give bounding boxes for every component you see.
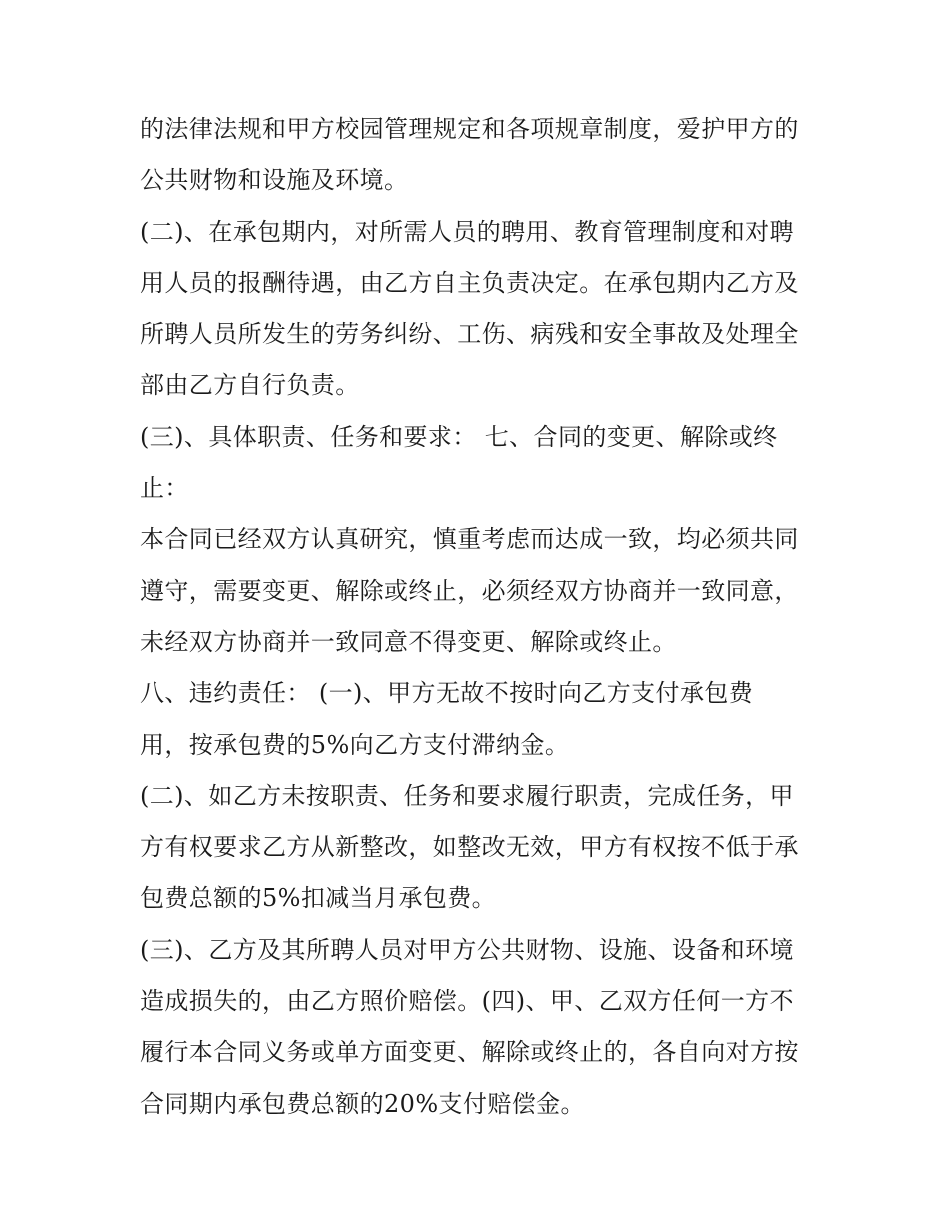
text-line: 止： bbox=[140, 474, 189, 503]
text-line: 遵守，需要变更、解除或终止，必须经双方协商并一致同意， bbox=[140, 576, 799, 605]
text-line: 公共财物和设施及环境。 bbox=[140, 166, 409, 195]
text-line: 本合同已经双方认真研究，慎重考虑而达成一致，均必须共同 bbox=[140, 525, 799, 554]
text-line: (二)、如乙方未按职责、任务和要求履行职责，完成任务，甲 bbox=[140, 781, 794, 810]
text-line: 用人员的报酬待遇，由乙方自主负责决定。在承包期内乙方及 bbox=[140, 268, 799, 297]
text-line: (三)、具体职责、任务和要求： 七、合同的变更、解除或终 bbox=[140, 422, 778, 451]
text-line: 履行本合同义务或单方面变更、解除或终止的，各自向对方按 bbox=[140, 1038, 799, 1067]
text-line: 八、违约责任： (一)、甲方无故不按时向乙方支付承包费 bbox=[140, 679, 754, 708]
document-page bbox=[140, 104, 840, 1130]
text-line: (二)、在承包期内，对所需人员的聘用、教育管理制度和对聘 bbox=[140, 217, 794, 246]
text-line: 用，按承包费的5%向乙方支付滞纳金。 bbox=[140, 730, 570, 759]
text-line: (三)、乙方及其所聘人员对甲方公共财物、设施、设备和环境 bbox=[140, 935, 794, 964]
text-line: 的法律法规和甲方校园管理规定和各项规章制度，爱护甲方的 bbox=[140, 115, 799, 143]
text-line: 所聘人员所发生的劳务纠纷、工伤、病残和安全事故及处理全 bbox=[140, 320, 799, 349]
text-line: 合同期内承包费总额的20%支付赔偿金。 bbox=[140, 1089, 585, 1118]
text-line: 包费总额的5%扣减当月承包费。 bbox=[140, 884, 497, 913]
text-line: 造成损失的，由乙方照价赔偿。(四)、甲、乙双方任何一方不 bbox=[140, 987, 794, 1016]
text-line: 未经双方协商并一致同意不得变更、解除或终止。 bbox=[140, 627, 677, 656]
text-line: 方有权要求乙方从新整改，如整改无效，甲方有权按不低于承 bbox=[140, 833, 799, 862]
text-line: 部由乙方自行负责。 bbox=[140, 371, 360, 400]
